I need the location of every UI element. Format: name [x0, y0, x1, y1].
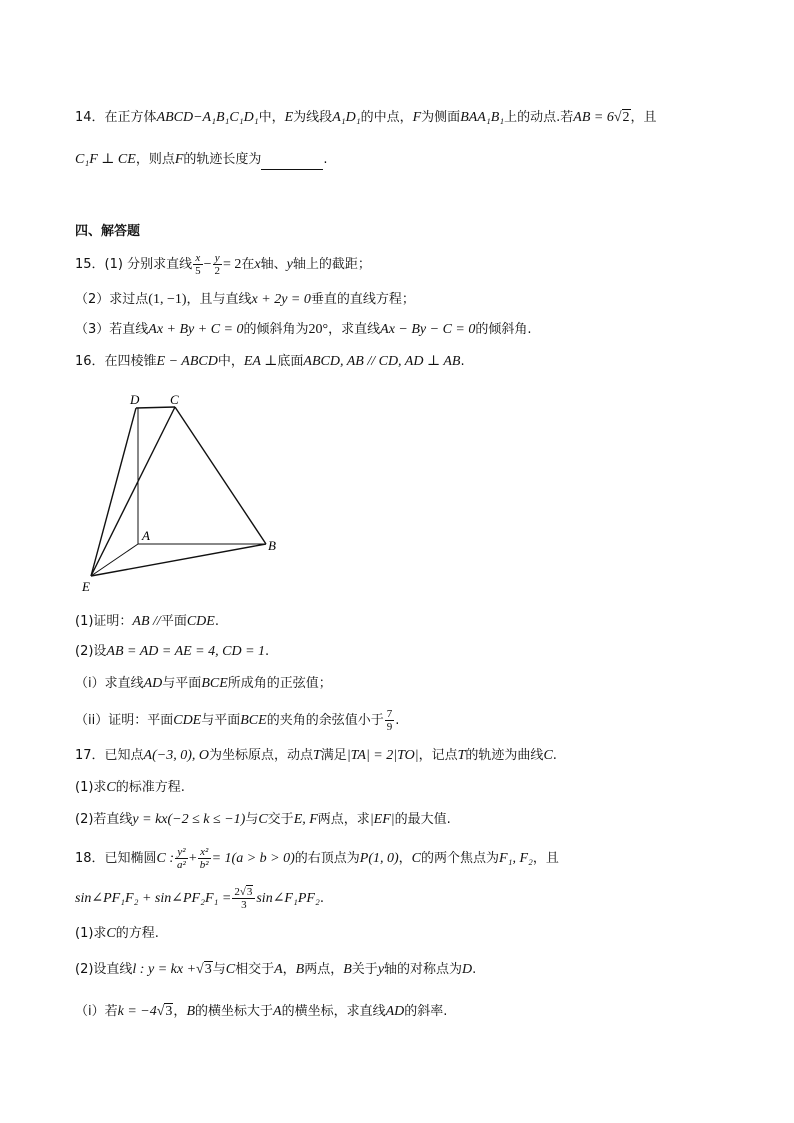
label-b: B — [268, 538, 276, 553]
section-heading: 四、解答题 — [75, 224, 141, 239]
q16-part-2-ii: （ii）证明：平面CDE与平面BCE的夹角的余弦值小于 $\frac{7}{9}$ . — [75, 708, 400, 733]
q17-stem: 17．已知点A(−3, 0), O为坐标原点，动点T满足|TA| = 2|TO|，记点T的轨迹为曲线C. — [75, 748, 557, 763]
q14-line-1: 14．在正方体ABCD−A₁B₁C₁D₁中，E为线段A₁D₁的中点，F为侧面BAA₁B₁上的动点.若AB = 6√2，且 — [75, 110, 657, 125]
q18-part-2: (2)设直线l : y = kx +√3与C相交于A，B两点，B关于y轴的对称点为D. — [75, 962, 477, 977]
fraction-x2-over-b2: $\frac{\text{x²}}{\text{b²}}$ — [199, 846, 209, 871]
q15-line-2: （2）求过点(1, −1)，且与直线x + 2y = 0垂直的直线方程； — [75, 292, 415, 307]
cube-name: ABCD−A₁B₁C₁D₁ — [156, 110, 259, 125]
fraction-y2-over-a2: $\frac{\text{y²}}{\text{a²}}$ — [177, 846, 186, 871]
q14-line-2: C₁F ⊥ CE，则点F的轨迹长度为 . — [75, 150, 734, 170]
label-d: D — [130, 392, 140, 407]
edge-dc — [136, 407, 175, 408]
q17-part-2: (2)若直线y = kx(−2 ≤ k ≤ −1)与C交于E, F两点，求|EF|的最大值. — [75, 812, 451, 827]
q15-line-1: 15．(1) 分别求直线 $\frac{x}{5}$ − $\frac{y}{2}$ = 2在x轴、y轴上的截距； — [75, 252, 371, 277]
q16-part-2-i: （i）求直线AD与平面BCE所成角的正弦值； — [75, 676, 332, 691]
perpendicular-condition: C₁F ⊥ CE — [75, 152, 136, 167]
fraction-x-over-5: $\frac{x}{5}$ — [195, 252, 201, 277]
label-c: C — [170, 392, 179, 407]
edge-cb — [175, 407, 266, 544]
q16-stem: 16．在四棱锥E − ABCD中，EA ⊥底面ABCD, AB // CD, AD ⊥ AB. — [75, 354, 465, 369]
label-a: A — [142, 528, 150, 543]
edge-ce — [91, 407, 175, 576]
q16-part-2: (2)设AB = AD = AE = 4, CD = 1. — [75, 644, 270, 659]
q17-part-1: (1)求C的标准方程. — [75, 780, 185, 795]
pyramid-diagram — [80, 390, 290, 600]
edge-eb — [91, 544, 266, 576]
fraction-y-over-2: $\frac{y}{2}$ — [214, 252, 220, 277]
q15-line-3: （3）若直线Ax + By + C = 0的倾斜角为20°，求直线Ax − By − C = 0的倾斜角. — [75, 322, 532, 337]
answer-blank — [261, 155, 323, 170]
q18-part-2-i: （i）若k = −4√3，B的横坐标大于A的横坐标，求直线AD的斜率. — [75, 1004, 448, 1019]
q18-part-1: (1)求C的方程. — [75, 926, 159, 941]
q18-stem-2: sin∠PF₁F₂ + sin∠PF₂F₁ = $\frac{2√3}{3}$ sin∠F₁PF₂. — [75, 886, 324, 911]
fraction-2root3-over-3: $\frac{2√3}{3}$ — [232, 886, 255, 911]
q16-part-1: (1)证明：AB //平面CDE. — [75, 614, 219, 629]
fraction-7-over-9: $\frac{7}{9}$ — [386, 708, 393, 733]
q18-stem-1: 18．已知椭圆C : $\frac{\text{y²}}{\text{a²}}$ + $\frac{\text{x²}}{\text{b²}}$ = 1(a > b > 0)的右顶点为P(1, 0)，C的两个焦点为F₁, F₂，且 — [75, 846, 559, 871]
q14-number: 14． — [75, 110, 105, 125]
edge-de — [91, 408, 136, 576]
label-e: E — [82, 579, 90, 594]
